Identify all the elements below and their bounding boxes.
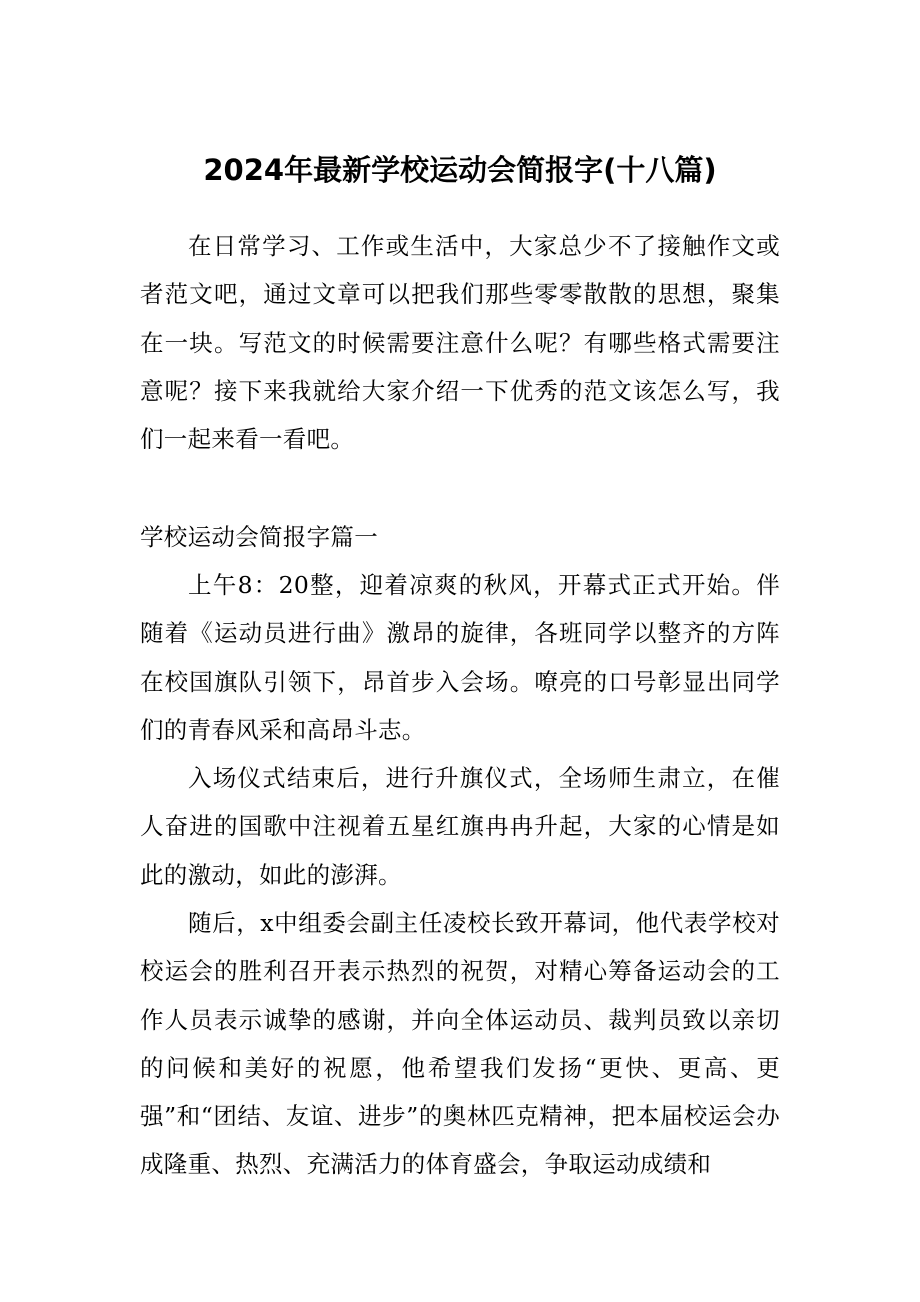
body-paragraph-3: 随后，x中组委会副主任凌校长致开幕词，他代表学校对校运会的胜利召开表示热烈的祝贺，对精心筹备运动会的工作人员表示诚挚的感谢，并向全体运动员、裁判员致以亲切的问候和美好的祝愿，他希望我们发扬“更快、更高、更强”和“团结、友谊、进步”的奥林匹克精神，把本届校运会办成隆重、热烈、充满活力的体育盛会，争取运动成绩和: [140, 909, 780, 1179]
body-paragraph-1: 上午8：20整，迎着凉爽的秋风，开幕式正式开始。伴随着《运动员进行曲》激昂的旋律，各班同学以整齐的方阵在校国旗队引领下，昂首步入会场。嘹亮的口号彰显出同学们的青春风采和高昂斗志。: [140, 571, 780, 744]
section-heading: 学校运动会简报字篇一: [140, 523, 378, 551]
document-title: 2024年最新学校运动会简报字(十八篇): [203, 153, 717, 187]
body-paragraph-2: 入场仪式结束后，进行升旗仪式，全场师生肃立，在催人奋进的国歌中注视着五星红旗冉冉升起，大家的心情是如此的激动，如此的澎湃。: [140, 764, 780, 889]
intro-paragraph: 在日常学习、工作或生活中，大家总少不了接触作文或者范文吧，通过文章可以把我们那些零零散散的思想，聚集在一块。写范文的时候需要注意什么呢？有哪些格式需要注意呢？接下来我就给大家介绍一下优秀的范文该怎么写，我们一起来看一看吧。: [140, 232, 780, 454]
